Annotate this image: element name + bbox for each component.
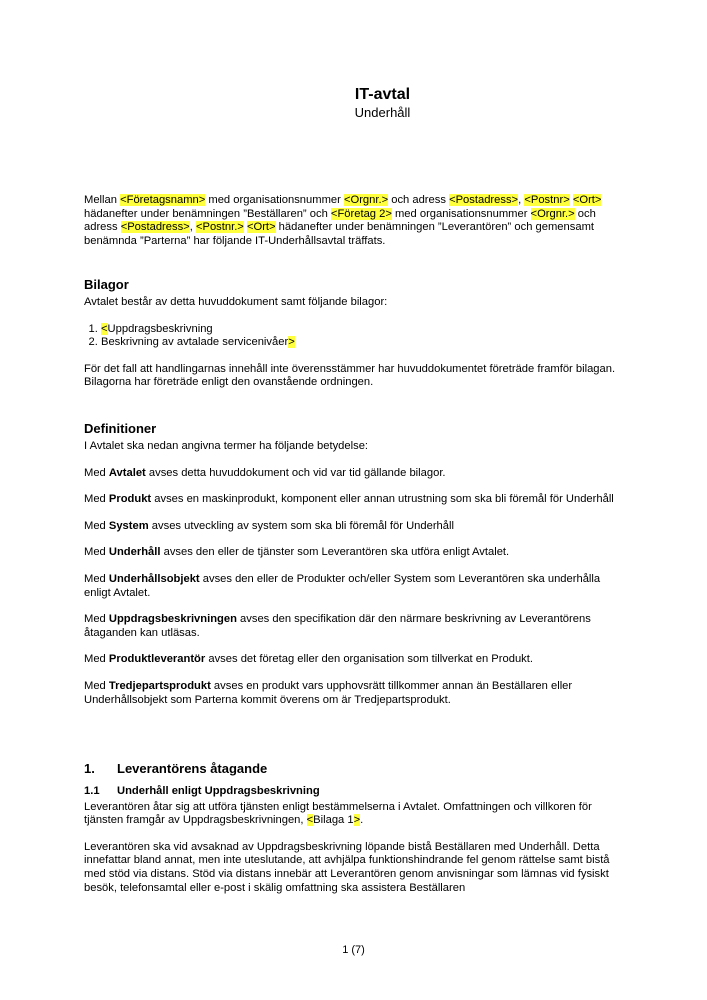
definition-prefix: Med [84, 493, 109, 506]
section-1 [84, 761, 624, 908]
definition-prefix: Med [84, 613, 109, 626]
section-heading-definitioner: Definitioner [84, 421, 157, 436]
list-item-text: Uppdragsbeskrivning [107, 322, 213, 335]
section-1-paragraph [84, 801, 624, 828]
list-item [101, 336, 624, 350]
subsection-heading-1-1 [84, 785, 624, 799]
placeholder-city-2: <Ort> [246, 221, 276, 234]
intro-text: hädanefter under benämningen ”Beställaren” och [84, 207, 331, 220]
definition-text: avses en produkt vars upphovsrätt tillkommer annan än Beställaren eller Underhållsobjekt som Parterna kommit överens om är Tredjepartsprodukt. [84, 679, 573, 706]
definition-item [84, 653, 624, 667]
paragraph-text: Leverantören åtar sig att utföra tjänsten enligt bestämmelserna i Avtalet. Omfattningen och villkoren för tjänsten framgår av Uppdragsbeskrivningen, [84, 800, 592, 827]
intro-text: med organisationsnummer [391, 207, 531, 220]
placeholder-postal-code-2: <Postnr.> [195, 221, 244, 234]
definition-term: Underhållsobjekt [108, 572, 200, 585]
definition-text: avses utveckling av system som ska bli föremål för Underhåll [148, 519, 454, 532]
intro-paragraph [84, 194, 624, 248]
definition-item [84, 467, 624, 481]
intro-text: hädanefter under benämningen ”Leverantören” och gemensamt benämnda ”Parterna” har följande IT-Underhållsavtal träffats. [84, 221, 594, 247]
definition-prefix: Med [84, 679, 109, 692]
definition-text: avses den eller de tjänster som Leverantören ska utföra enligt Avtalet. [160, 546, 510, 559]
document-title: IT-avtal [354, 86, 411, 103]
definition-text: avses den specifikation där den närmare beskrivning av Leverantörens åtaganden kan utläsas. [84, 613, 591, 639]
definition-item [84, 680, 624, 707]
placeholder-postal-code: <Postnr> [524, 194, 570, 206]
definition-text: avses en maskinprodukt, komponent eller annan utrustning som ska bli föremål för Underhåll [151, 493, 614, 506]
intro-text: med organisationsnummer [205, 194, 344, 206]
definition-item [84, 573, 624, 600]
subsection-number: 1.1 [84, 785, 100, 797]
definition-item [84, 493, 624, 507]
definition-term: Uppdragsbeskrivningen [108, 613, 237, 626]
document-subtitle: Underhåll [354, 105, 411, 120]
definition-text: avses den eller de Produkter och/eller System som Leverantören ska underhålla enligt Avtalet. [84, 572, 601, 599]
definition-term: Produktleverantör [108, 653, 206, 666]
definition-item [84, 613, 624, 640]
intro-text: och adress [84, 207, 596, 234]
definition-prefix: Med [84, 519, 109, 532]
section-number: 1. [84, 761, 95, 776]
definition-item [84, 546, 624, 560]
definition-text: avses detta huvuddokument och vid var tid gällande bilagor. [145, 466, 446, 479]
definition-prefix: Med [84, 572, 109, 585]
placeholder-marker: > [353, 814, 361, 827]
section-definitioner [84, 421, 624, 720]
section-heading-bilagor: Bilagor [84, 277, 129, 292]
placeholder-marker: < [101, 322, 108, 335]
bilagor-lead: Avtalet består av detta huvuddokument samt följande bilagor: [84, 296, 388, 308]
definition-text: avses det företag eller den organisation som tillverkat en Produkt. [205, 653, 533, 666]
definition-term: System [108, 519, 149, 532]
placeholder-company-2: <Företag 2> [330, 207, 392, 220]
section-bilagor [84, 277, 624, 403]
definition-item [84, 520, 624, 534]
definition-prefix: Med [84, 653, 109, 666]
definitioner-lead: I Avtalet ska nedan angivna termer ha följande betydelse: [84, 440, 369, 452]
placeholder-postal-address: <Postadress> [449, 194, 519, 206]
page-number: 1 (7) [342, 944, 365, 956]
placeholder-marker: < [306, 814, 314, 827]
placeholder-marker: > [288, 336, 295, 349]
attachments-list [84, 323, 624, 350]
intro-text: och adress [388, 194, 450, 206]
intro-text: , [189, 221, 196, 234]
placeholder-orgnr: <Orgnr.> [343, 194, 389, 206]
section-1-paragraph: Leverantören ska vid avsaknad av Uppdragsbeskrivning löpande bistå Beställaren med Underhåll. Detta innefattar bland annat, men inte uteslutande, att avhjälpa funktionshindrande fel genom rättelse samt bistå med stöd via distans. Stöd via distans innebär att Leverantören genom anvisningar som lämnas vid fysiskt besök, telefonsamtal eller e-post i skälig omfattning ska assistera Beställaren [84, 840, 610, 894]
definition-term: Avtalet [108, 466, 146, 479]
definition-term: Underhåll [108, 546, 161, 559]
definition-term: Tredjepartsprodukt [108, 679, 211, 692]
list-item-text: Beskrivning av avtalade servicenivåer [101, 336, 289, 349]
intro-text: Mellan [84, 194, 121, 206]
placeholder-postal-address-2: <Postadress> [120, 221, 190, 234]
intro-text: , [518, 194, 525, 206]
placeholder-company-name: <Företagsnamn> [120, 194, 206, 206]
subsection-title: Underhåll enligt Uppdragsbeskrivning [117, 785, 320, 797]
definition-term: Produkt [108, 493, 152, 506]
definition-prefix: Med [84, 466, 109, 479]
paragraph-text: . [360, 814, 364, 827]
definition-prefix: Med [84, 546, 109, 559]
list-item [101, 323, 624, 337]
placeholder-orgnr-2: <Orgnr.> [530, 207, 575, 220]
placeholder-city: <Ort> [572, 194, 602, 206]
section-title: Leverantörens åtagande [117, 761, 268, 776]
bilagor-note: För det fall att handlingarnas innehåll inte överensstämmer har huvuddokumentet företräde framför bilagan. Bilagorna har företräde enligt den ovanstående ordningen. [84, 362, 616, 389]
paragraph-text: Bilaga 1 [313, 814, 354, 827]
section-heading-1 [84, 761, 624, 777]
